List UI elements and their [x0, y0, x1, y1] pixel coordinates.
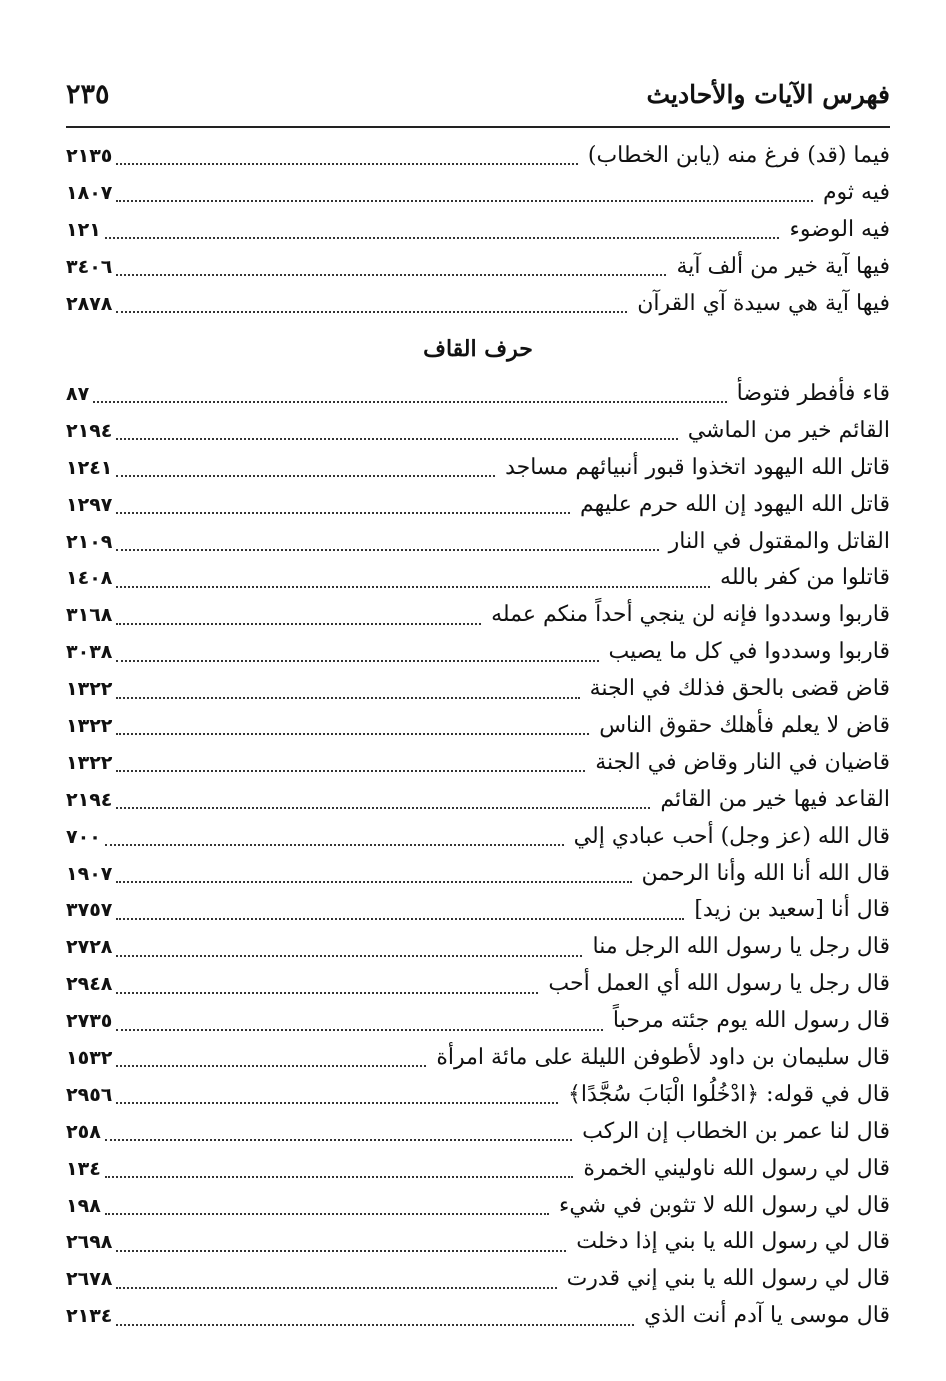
entry-text: قال رجل يا رسول الله الرجل منا — [592, 934, 890, 960]
leader-dots — [116, 881, 631, 883]
entry-text: قاربوا وسددوا في كل ما يصيب — [608, 639, 890, 665]
entry-text: قال لي رسول الله ناوليني الخمرة — [583, 1155, 890, 1181]
entry-number: ١٢٤١ — [66, 456, 113, 479]
index-entry — [66, 524, 890, 561]
entry-text: قاربوا وسددوا فإنه لن ينجي أحداً منكم عمله — [491, 602, 890, 628]
index-entry — [66, 1114, 890, 1151]
leader-dots — [116, 955, 582, 957]
entry-number: ٢٧٢٨ — [66, 936, 113, 959]
leader-dots — [105, 237, 780, 239]
index-entry — [66, 856, 890, 893]
entry-text: فيه الوضوء — [789, 216, 890, 242]
index-entry — [66, 175, 890, 212]
entry-number: ٧٠٠ — [66, 825, 101, 848]
entry-number: ٢١٩٤ — [66, 419, 113, 442]
entry-text: قال لنا عمر بن الخطاب إن الركب — [582, 1118, 890, 1144]
entry-number: ٢١٣٥ — [66, 145, 113, 167]
entry-text: قال لي رسول الله يا بني إني قدرت — [566, 1266, 890, 1292]
leader-dots — [116, 918, 684, 920]
entry-text: قاتل الله اليهود إن الله حرم عليهم — [580, 491, 890, 517]
index-entry — [66, 450, 890, 487]
entry-number: ٢١٩٤ — [66, 788, 113, 811]
entry-number: ١٩٨ — [66, 1194, 101, 1217]
entry-number: ٣٤٠٦ — [66, 255, 113, 278]
leader-dots — [116, 1250, 566, 1252]
index-entry — [66, 1298, 890, 1335]
leader-dots — [116, 512, 570, 514]
index-entry — [66, 1040, 890, 1077]
entry-number: ١٨٠٧ — [66, 181, 113, 204]
index-entry — [66, 782, 890, 819]
leader-dots — [116, 770, 585, 772]
entry-number: ٢٦٧٨ — [66, 1268, 113, 1291]
leader-dots — [116, 1324, 634, 1326]
entry-number: ٢١٣٤ — [66, 1305, 113, 1328]
index-entry — [66, 1077, 890, 1114]
entry-number: ٣٠٣٨ — [66, 641, 113, 664]
entry-number: ٣٧٥٧ — [66, 899, 113, 922]
entry-number: ١٤٠٨ — [66, 567, 113, 590]
header-rule — [66, 126, 890, 128]
index-entry — [66, 634, 890, 671]
index-entry — [66, 929, 890, 966]
index-entry — [66, 892, 890, 929]
entry-text: قاتل الله اليهود اتخذوا قبور أنبيائهم مساجد — [505, 454, 890, 480]
leader-dots — [116, 475, 495, 477]
entry-text: قال موسى يا آدم أنت الذي — [644, 1303, 890, 1329]
entry-text: قاء فأفطر فتوضأ — [736, 381, 890, 406]
index-entry — [66, 745, 890, 782]
leader-dots — [116, 311, 627, 313]
index-entry — [66, 249, 890, 286]
leader-dots — [116, 697, 579, 699]
entry-number: ٢٩٥٦ — [66, 1083, 113, 1106]
leader-dots — [105, 1176, 574, 1178]
index-entry — [66, 560, 890, 597]
leader-dots — [116, 586, 710, 588]
entry-text: قال لي رسول الله يا بني إذا دخلت — [576, 1229, 890, 1255]
index-entry — [66, 138, 890, 175]
entry-number: ٢١٠٩ — [66, 530, 113, 553]
entry-text: قال رجل يا رسول الله أي العمل أحب — [548, 971, 890, 997]
entry-text: فيها آية خير من ألف آية — [676, 253, 890, 279]
leader-dots — [116, 660, 598, 662]
index-entry — [66, 708, 890, 745]
index-entry — [66, 597, 890, 634]
entry-number: ٢٨٧٨ — [66, 292, 113, 315]
leader-dots — [116, 438, 677, 440]
leader-dots — [116, 1287, 556, 1289]
index-entry — [66, 212, 890, 249]
leader-dots — [116, 1102, 558, 1104]
entry-text: قاتلوا من كفر بالله — [720, 565, 890, 591]
page-number: ٢٣٥ — [66, 78, 110, 110]
entry-text: فيه ثوم — [822, 179, 890, 205]
leader-dots — [116, 1029, 602, 1031]
entry-number: ٢٥٨ — [66, 1120, 101, 1143]
entry-text: القاتل والمقتول في النار — [668, 528, 890, 554]
index-entry — [66, 1261, 890, 1298]
entry-number: ١٢١ — [66, 218, 101, 241]
section-heading: حرف القاف — [423, 336, 533, 362]
entry-text: قاضيان في النار وقاض في الجنة — [595, 749, 890, 775]
entry-number: ١٣٤ — [66, 1157, 101, 1180]
entry-text: قال أنا [سعيد بن زيد] — [694, 897, 890, 923]
leader-dots — [116, 200, 813, 202]
entry-number: ١٢٩٧ — [66, 493, 113, 516]
index-entry — [66, 376, 890, 413]
entry-text: قال في قوله: ﴿ادْخُلُوا الْبَابَ سُجَّدًا﴾ — [567, 1081, 890, 1107]
index-entry — [66, 1224, 890, 1261]
leader-dots — [116, 274, 666, 276]
index-entry — [66, 413, 890, 450]
index-entry — [66, 1003, 890, 1040]
entry-text: قال سليمان بن داود لأطوفن الليلة على مائة امرأة — [436, 1045, 890, 1071]
page-header — [66, 74, 890, 114]
leader-dots — [116, 807, 650, 809]
index-list-fa — [66, 138, 890, 322]
entry-text: قال رسول الله يوم جئته مرحباً — [612, 1008, 890, 1034]
entry-number: ٢٧٣٥ — [66, 1010, 113, 1033]
leader-dots — [93, 401, 726, 403]
entry-number: ٣١٦٨ — [66, 604, 113, 627]
index-entry — [66, 671, 890, 708]
index-entry — [66, 487, 890, 524]
entry-text: قال الله أنا الله وأنا الرحمن — [641, 860, 890, 886]
entry-number: ٨٧ — [66, 383, 90, 405]
entry-text: قاض لا يعلم فأهلك حقوق الناس — [599, 713, 890, 739]
entry-number: ١٩٠٧ — [66, 862, 113, 885]
leader-dots — [116, 1065, 426, 1067]
entry-text: فيما (قد) فرغ منه (يابن الخطاب) — [587, 143, 890, 168]
index-entry — [66, 1188, 890, 1225]
leader-dots — [116, 992, 538, 994]
leader-dots — [105, 844, 564, 846]
index-entry — [66, 286, 890, 323]
entry-number: ١٥٣٢ — [66, 1047, 113, 1070]
entry-text: قاض قضى بالحق فذلك في الجنة — [589, 676, 890, 702]
index-entry — [66, 966, 890, 1003]
index-entry — [66, 1151, 890, 1188]
entry-text: قال الله (عز وجل) أحب عبادي إلي — [573, 823, 890, 849]
index-list-qaf — [66, 376, 890, 1335]
leader-dots — [116, 623, 481, 625]
index-entry — [66, 819, 890, 856]
leader-dots — [105, 1213, 549, 1215]
entry-text: قال لي رسول الله لا تثوبن في شيء — [558, 1192, 890, 1218]
entry-number: ١٣٢٢ — [66, 678, 113, 701]
entry-number: ١٣٢٢ — [66, 715, 113, 738]
leader-dots — [116, 163, 577, 165]
leader-dots — [116, 733, 589, 735]
entry-number: ١٣٢٢ — [66, 751, 113, 774]
page-title: فهرس الآيات والأحاديث — [646, 79, 890, 109]
entry-number: ٢٩٤٨ — [66, 973, 113, 996]
leader-dots — [116, 549, 658, 551]
entry-text: القاعد فيها خير من القائم — [660, 786, 890, 812]
entry-number: ٢٦٩٨ — [66, 1231, 113, 1254]
entry-text: القائم خير من الماشي — [687, 417, 890, 443]
leader-dots — [105, 1139, 572, 1141]
entry-text: فيها آية هي سيدة آي القرآن — [637, 290, 890, 316]
